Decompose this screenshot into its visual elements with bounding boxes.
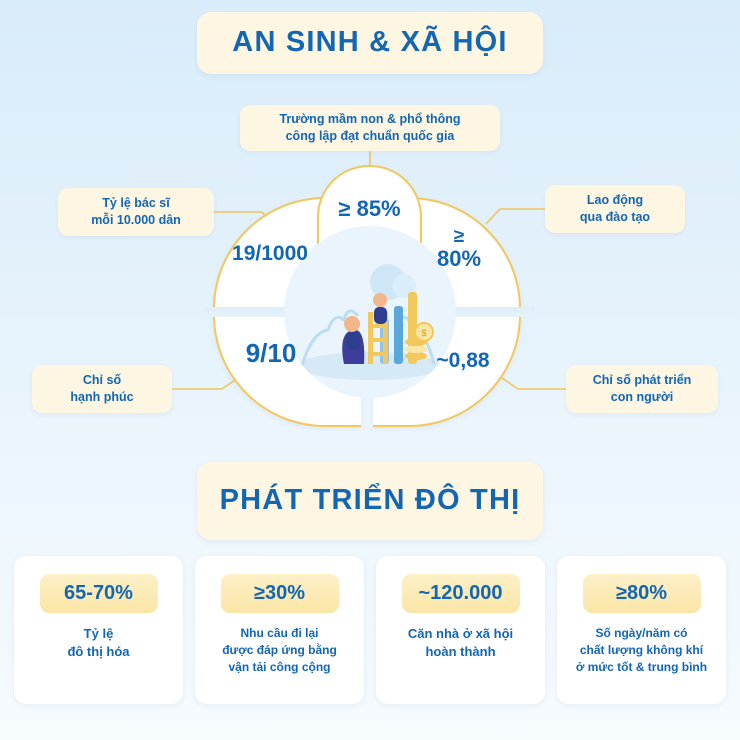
- section-title-card-urban: [197, 462, 543, 540]
- value-hdi: ~0,88: [436, 349, 490, 372]
- callout-doctor-ratio[interactable]: [58, 188, 214, 236]
- stat-value-social-housing: ~120.000: [402, 574, 520, 613]
- stat-value-urbanization: 65-70%: [40, 574, 158, 613]
- stat-label-public-transport: Nhu cầu đi lại được đáp ứng bằng vận tải công cộng: [222, 626, 337, 674]
- callout-happiness-index[interactable]: [32, 365, 172, 413]
- page-title-urban: PHÁT TRIỂN ĐÔ THỊ: [219, 484, 521, 517]
- callout-standard-schools[interactable]: [240, 105, 500, 151]
- stat-card-air-quality[interactable]: [557, 556, 726, 704]
- stat-value-air-quality: ≥80%: [583, 574, 701, 613]
- stat-card-public-transport[interactable]: [195, 556, 364, 704]
- stat-label-urbanization: Tỷ lệ đô thị hóa: [67, 626, 130, 660]
- stat-value-public-transport: ≥30%: [221, 574, 339, 613]
- callout-hdi[interactable]: [566, 365, 718, 413]
- page-title-social: AN SINH & XÃ HỘI: [232, 26, 508, 59]
- callout-trained-labor[interactable]: [545, 185, 685, 233]
- stat-label-air-quality: Số ngày/năm có chất lượng không khí ở mức tốt & trung bình: [575, 626, 708, 674]
- value-standard-schools: ≥ 85%: [338, 196, 401, 221]
- callout-happiness-index-label: Chỉ số hạnh phúc: [70, 373, 134, 404]
- section-title-card-social: [197, 12, 543, 74]
- callout-standard-schools-label: Trường mầm non & phổ thông công lập đạt chuẩn quốc gia: [279, 112, 461, 143]
- svg-text:$: $: [421, 328, 427, 338]
- callout-trained-labor-label: Lao động qua đào tạo: [579, 193, 651, 224]
- stat-card-urbanization[interactable]: [14, 556, 183, 704]
- value-doctor-ratio: 19/1000: [232, 242, 308, 265]
- value-trained-labor: ≥ 80%: [436, 226, 482, 271]
- stat-label-social-housing: Căn nhà ở xã hội hoàn thành: [407, 626, 514, 660]
- callout-doctor-ratio-label: Tỷ lệ bác sĩ mỗi 10.000 dân: [91, 196, 181, 227]
- value-happiness-index: 9/10: [245, 338, 297, 368]
- donut-chart: [205, 175, 535, 445]
- urban-stat-cards: [14, 556, 726, 704]
- stat-card-social-housing[interactable]: [376, 556, 545, 704]
- callout-hdi-label: Chỉ số phát triển con người: [592, 373, 692, 404]
